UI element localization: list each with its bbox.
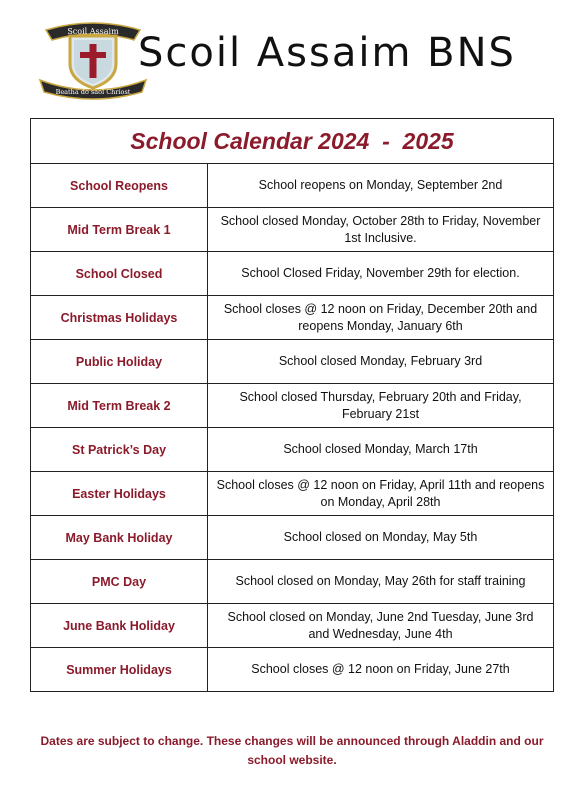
event-details: School closes @ 12 noon on Friday, April 11th and reopens on Monday, April 28th	[208, 472, 554, 516]
table-row	[31, 648, 554, 692]
event-details: School closes @ 12 noon on Friday, June 27th	[208, 648, 554, 692]
event-name: Summer Holidays	[31, 648, 208, 692]
event-details: School closed Monday, March 17th	[208, 428, 554, 472]
event-name: PMC Day	[31, 560, 208, 604]
table-row	[31, 428, 554, 472]
event-details: School closed on Monday, May 5th	[208, 516, 554, 560]
event-details: School reopens on Monday, September 2nd	[208, 164, 554, 208]
page-header	[0, 0, 585, 110]
event-name: School Closed	[31, 252, 208, 296]
event-name: May Bank Holiday	[31, 516, 208, 560]
school-name: Scoil Assaim BNS	[138, 30, 516, 76]
event-name: Mid Term Break 1	[31, 208, 208, 252]
event-details: School closes @ 12 noon on Friday, December 20th and reopens Monday, January 6th	[208, 296, 554, 340]
event-details: School closed on Monday, May 26th for staff training	[208, 560, 554, 604]
event-name: St Patrick’s Day	[31, 428, 208, 472]
table-row	[31, 384, 554, 428]
footnote: Dates are subject to change. These changes will be announced through Aladdin and our school website.	[40, 734, 544, 767]
calendar-title-row	[31, 119, 554, 164]
event-details: School closed Thursday, February 20th and Friday, February 21st	[208, 384, 554, 428]
event-name: Christmas Holidays	[31, 296, 208, 340]
logo-motto: Beatha do saol Chríost	[55, 88, 131, 96]
table-row	[31, 164, 554, 208]
school-calendar-table	[30, 118, 554, 692]
event-details: School closed Monday, October 28th to Friday, November 1st Inclusive.	[208, 208, 554, 252]
table-row	[31, 252, 554, 296]
event-details: School closed on Monday, June 2nd Tuesday, June 3rd and Wednesday, June 4th	[208, 604, 554, 648]
table-row	[31, 516, 554, 560]
event-name: Easter Holidays	[31, 472, 208, 516]
event-name: Mid Term Break 2	[31, 384, 208, 428]
event-name: Public Holiday	[31, 340, 208, 384]
calendar-title-cell	[31, 119, 554, 164]
table-row	[31, 340, 554, 384]
event-details: School Closed Friday, November 29th for election.	[208, 252, 554, 296]
table-row	[31, 560, 554, 604]
event-name: School Reopens	[31, 164, 208, 208]
table-row	[31, 296, 554, 340]
table-row	[31, 472, 554, 516]
event-name: June Bank Holiday	[31, 604, 208, 648]
school-crest-icon	[34, 14, 152, 100]
logo-top-text: Scoil Assaim	[67, 27, 119, 36]
table-row	[31, 604, 554, 648]
event-details: School closed Monday, February 3rd	[208, 340, 554, 384]
calendar-title: School Calendar 2024 - 2025	[130, 127, 454, 154]
table-row	[31, 208, 554, 252]
